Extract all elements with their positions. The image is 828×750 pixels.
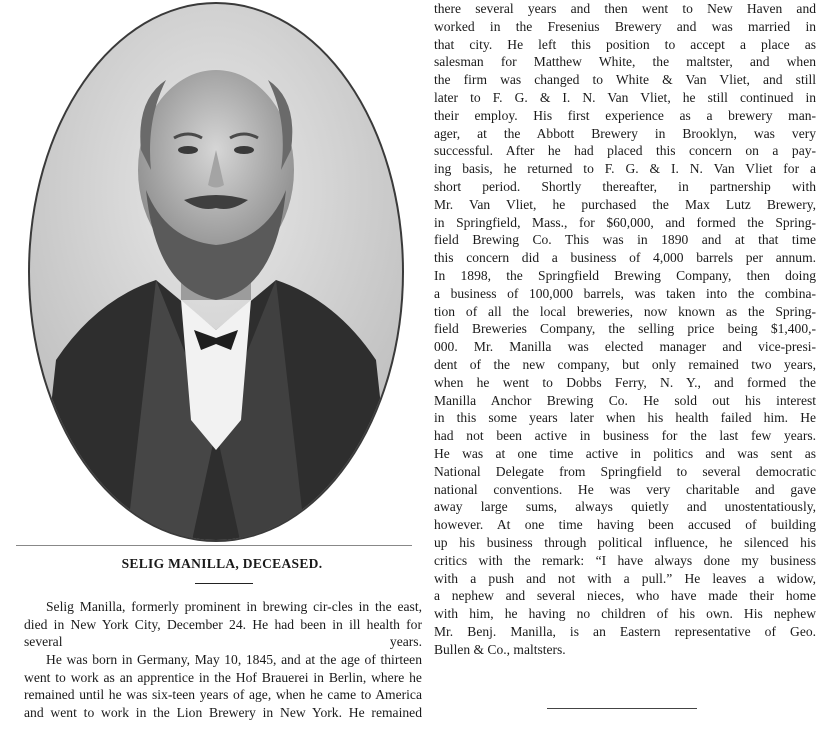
text-line: this concern did a business of 4,000 barrels per annum. [434, 250, 816, 266]
text-line: field Brewing Co. This was in 1890 and at that time [434, 232, 816, 248]
text-line: He was born in Germany, May 10, 1845, and at the [46, 652, 337, 668]
text-line: in this some years later when his health failed him. He [434, 410, 816, 426]
text-line: In 1898, the Springfield Brewing Company, then doing [434, 267, 816, 283]
text-line: age of thirteen went to work as an apprentice in the Hof [24, 652, 422, 685]
text-line: the firm was changed to White & Van Vliet, and still [434, 72, 816, 88]
left-paragraph-2 [24, 651, 422, 721]
text-line: a nephew and several nieces, who have made their home [434, 588, 816, 604]
text-line: teen years of age, when he came to America and went [24, 687, 423, 721]
text-line: to work in the Lion Brewery in New York. He remained [83, 705, 422, 721]
text-line: their employ. His first experience as a brewery man- [434, 107, 816, 123]
text-line: cles in the east, died in New York City, December 24. [24, 599, 422, 632]
text-line: field Breweries Company, the selling price being $1,400,- [434, 321, 816, 337]
text-line: National Delegate from Springfield to several democratic [434, 463, 816, 479]
left-paragraph-1 [24, 598, 422, 651]
portrait-photograph [16, 0, 412, 546]
text-line: dent of the new company, but only remained two years, [434, 356, 816, 372]
text-line: Mr. Van Vliet, he purchased the Max Lutz Brewery, [434, 196, 816, 212]
text-line: ing basis, he returned to F. G. & I. N. Van Vliet for a [434, 161, 816, 177]
text-line: short period. Shortly thereafter, in partnership with [434, 178, 816, 194]
text-line: Selig Manilla, formerly prominent in brewing cir-​ [46, 599, 332, 614]
text-line: national conventions. He was very charitable and gave [434, 481, 816, 497]
text-line: with him, he having no children of his own. His nephew [434, 606, 816, 622]
end-rule [547, 708, 697, 709]
text-line: 000. Mr. Manilla was elected manager and vice-presi- [434, 339, 816, 355]
left-column [12, 0, 423, 750]
text-line: salesman for Matthew White, the maltster, and when [434, 54, 816, 70]
oval-portrait-icon [16, 0, 412, 545]
text-line: He had been in ill health for several years. [24, 616, 422, 650]
text-line: Brauerei in Berlin, where he remained until he was six-​ [24, 669, 422, 703]
title-rule [195, 583, 253, 584]
text-line: up his business through political influence, he silenced his [434, 534, 816, 550]
text-line: worked in the Fresenius Brewery and was married in [434, 18, 816, 34]
text-line: away large sums, always quietly and unostentatiously, [434, 499, 816, 515]
right-column [434, 0, 816, 750]
text-line: when he went to Dobbs Ferry, N. Y., and formed the [434, 374, 816, 390]
text-line: with a push and not with a pull.” He leaves a widow, [434, 570, 816, 586]
text-line: had not been active in business for the last few years. [434, 428, 816, 444]
text-line: later to F. G. & I. N. Van Vliet, he still continued in [434, 89, 816, 105]
left-column-text [24, 598, 422, 722]
text-line: tion of all the local breweries, now known as the Spring- [434, 303, 816, 319]
text-line: Mr. Benj. Manilla, is an Eastern representative of Geo. [434, 623, 816, 639]
text-line: critics with the remark: “I have always done my business [434, 552, 816, 568]
text-line: He was at one time active in politics and was sent as [434, 445, 816, 461]
text-line: that city. He left this position to accept a place as [434, 36, 816, 52]
text-line: there several years and then went to New Haven and [434, 1, 816, 16]
text-line: a business of 100,000 barrels, was taken into the combina- [434, 285, 816, 301]
text-line: however. At one time having been accused of building [434, 517, 816, 533]
text-line: in Springfield, Mass., for $60,000, and formed the Spring- [434, 214, 816, 230]
text-line: successful. After he had placed this concern on a pay- [434, 143, 816, 159]
text-line: Bullen & Co., maltsters. [434, 641, 566, 657]
right-column-text [434, 0, 816, 658]
text-line: Manilla Anchor Brewing Co. He sold out his interest [434, 392, 816, 408]
article-title: SELIG MANILLA, DECEASED. [121, 556, 323, 571]
text-line: ager, at the Abbott Brewery in Brooklyn, was very [434, 125, 816, 141]
